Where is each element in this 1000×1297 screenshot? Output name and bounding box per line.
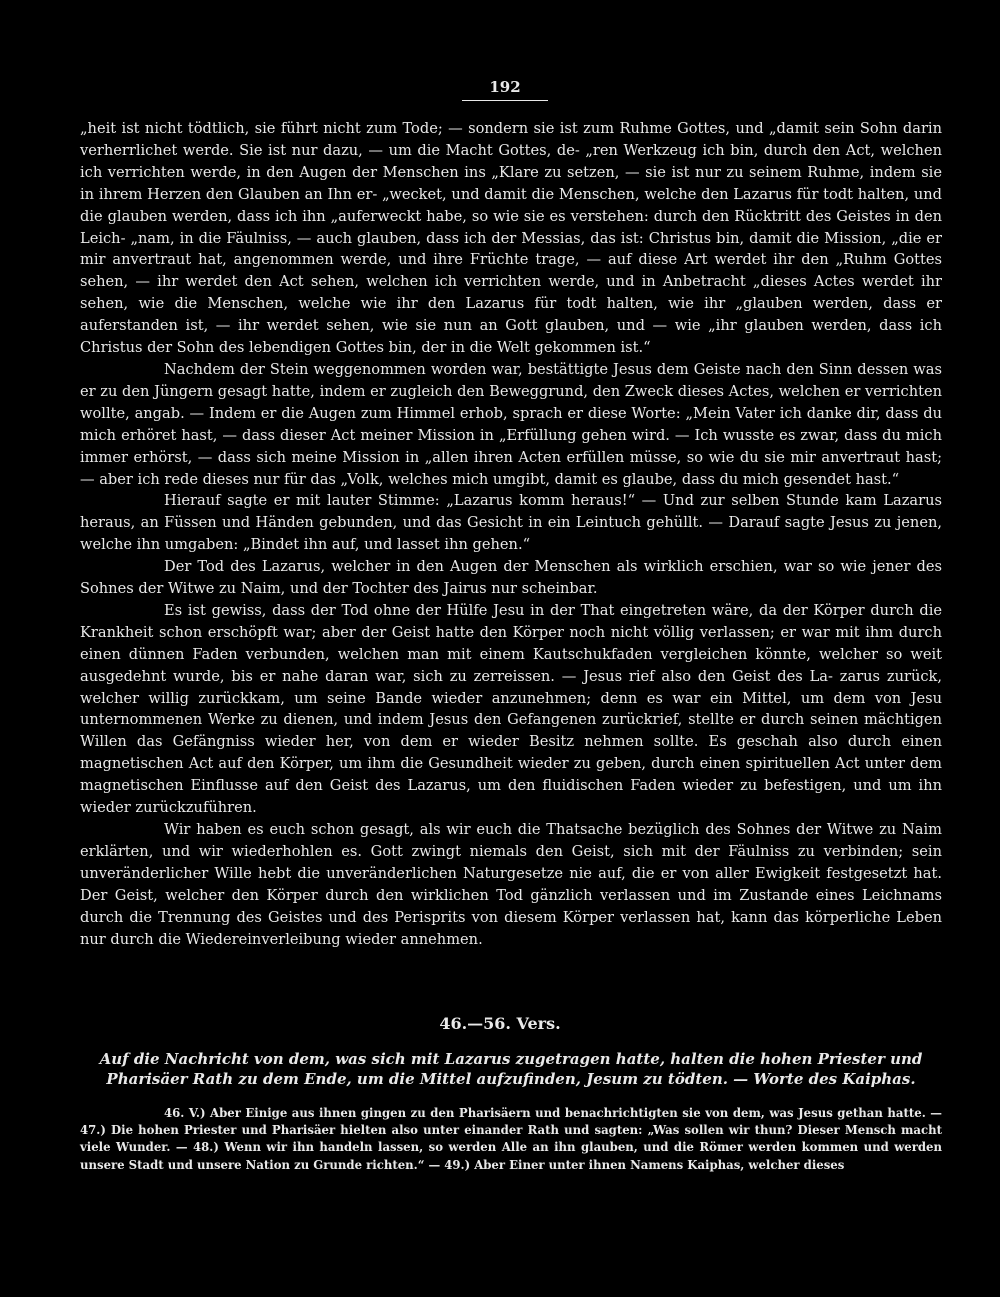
paragraph-3: Hierauf sagte er mit lauter Stimme: „Lazarus komm heraus!“ — Und zur selben Stunde kam Lazarus heraus, an Füssen und Händen gebunden, und das Gesicht in ein Leintuch gehüllt. — Darauf sagte Jesus zu jenen, welche ihn umgaben: „Bindet ihn auf, und lasset ihn gehen.“: [80, 492, 942, 554]
footnote: 46. V.) Aber Einige aus ihnen gingen zu den Pharisäern und benachrichtigten sie von dem, was Jesus gethan hatte. — 47.) Die hohen Priester und Pharisäer hielten also unter einander Rath und sagten: „Was sollen wir thun? Dieser Mensch macht viele Wunder. — 48.) Wenn wir ihn handeln lassen, so werden Alle an ihn glauben, und die Römer werden kommen und werden unsere Stadt und unsere Nation zu Grunde richten.“ — 49.) Aber Einer unter ihnen Namens Kaiphas, welcher dieses: [80, 1106, 942, 1172]
paragraph-2: Nachdem der Stein weggenommen worden war, bestättigte Jesus dem Geiste nach den Sinn dessen was er zu den Jüngern gesagt hatte, indem er zugleich den Beweggrund, den Zweck dieses Actes, welchen er verrichten wollte, angab. — Indem er die Augen zum Himmel erhob, sprach er diese Worte: „Mein Vater ich danke dir, dass du mich erhöret hast, — dass dieser Act meiner Mission in „Erfüllung gehen wird. — Ich wusste es zwar, dass du mich immer erhörst, — dass sich meine Mission in „allen ihren Acten erfüllen müsse, so wie du sie mir anvertraut hast; — aber ich rede dieses nur für das „Volk, welches mich umgibt, damit es glaube, dass du mich gesendet hast.“: [80, 360, 942, 488]
paragraph-6: Wir haben es euch schon gesagt, als wir euch die Thatsache bezüglich des Sohnes der Witwe zu Naim erklärten, und wir wiederhohlen es. Gott zwingt niemals den Geist, sich mit der Fäulniss zu verbinden; sein unveränderlicher Wille hebt die unveränderlichen Naturgesetze nie auf, die er von aller Ewigkeit festgesetzt hat. Der Geist, welcher den Körper durch den wirklichen Tod gänzlich verlassen und im Zustande eines Leichnams durch die Trennung des Geistes und des Perisprits von diesem Körper verlassen hat, kann das körperliche Leben nur durch die Wiedereinverleibung wieder annehmen.: [80, 821, 942, 948]
page-number: 192: [462, 79, 548, 101]
paragraph-1: „heit ist nicht tödtlich, sie führt nicht zum Tode; — sondern sie ist zum Ruhme Gottes, und „damit sein Sohn darin verherrlichet werde. Sie ist nur dazu, — um die Macht Gottes, de- „ren Werkzeug ich bin, durch den Act, welchen ich verrichten werde, in den Augen der Menschen ins „Klare zu setzen, — sie ist nur zu seinem Ruhme, indem sie in ihrem Herzen den Glauben an Ihn er- „wecket, und damit die Menschen, welche den Lazarus für todt halten, und die glauben werden, dass ich ihn „auferweckt habe, so wie sie es verstehen: durch den Rücktritt des Geistes in den Leich- „nam, in die Fäulniss, — auch glauben, dass ich der Messias, das ist: Christus bin, damit die Mission, „die er mir anvertraut hat, angenommen werde, und ihre Früchte trage, — auf diese Art werdet ihr den „Ruhm Gottes sehen, — ihr werdet den Act sehen, welchen ich verrichten werde, und in Anbetracht „dieses Actes werdet ihr sehen, wie die Menschen, welche wie ihr den Lazarus für todt halten, wie ihr „glauben werden, dass er auferstanden ist, — ihr werdet sehen, wie sie nun an Gott glauben, und — wie „ihr glauben werden, dass ich Christus der Sohn des lebendigen Gottes bin, der in die Welt gekommen ist.“: [80, 120, 942, 357]
main-text: [80, 118, 942, 950]
paragraph-4: Der Tod des Lazarus, welcher in den Augen der Menschen als wirklich erschien, war so wie jener des Sohnes der Witwe zu Naim, und der Tochter des Jairus nur scheinbar.: [80, 558, 942, 598]
paragraph-5: Es ist gewiss, dass der Tod ohne der Hülfe Jesu in der That eingetreten wäre, da der Körper durch die Krankheit schon erschöpft war; aber der Geist hatte den Körper noch nicht völlig verlassen; er war mit ihm durch einen dünnen Faden verbunden, welchen man mit einem Kautschukfaden vergleichen könnte, welcher so weit ausgedehnt wurde, bis er nahe daran war, sich zu zerreissen. — Jesus rief also den Geist des La- zarus zurück, welcher willig zurückkam, um seine Bande wieder anzunehmen; denn es war ein Mittel, um dem von Jesu unternommenen Werke zu dienen, und indem Jesus den Gefangenen zurückrief, stellte er durch seinen mächtigen Willen das Gefängniss wieder her, von dem er wieder Besitz nehmen sollte. Es geschah also durch einen magnetischen Act auf den Körper, um ihm die Gesundheit wieder zu geben, durch einen spirituellen Act unter dem magnetischen Einflusse auf den Geist des Lazarus, um den fluidischen Faden wieder zu befestigen, und um ihn wieder zurückzuführen.: [80, 601, 942, 817]
section-heading: 46.—56. Vers.: [439, 1014, 561, 1033]
section-summary: Auf die Nachricht von dem, was sich mit Lazarus zugetragen hatte, halten die hohen Priester und Pharisäer Rath zu dem Ende, um die Mittel aufzufinden, Jesum zu tödten. — Worte des Kaiphas.: [99, 1050, 923, 1088]
